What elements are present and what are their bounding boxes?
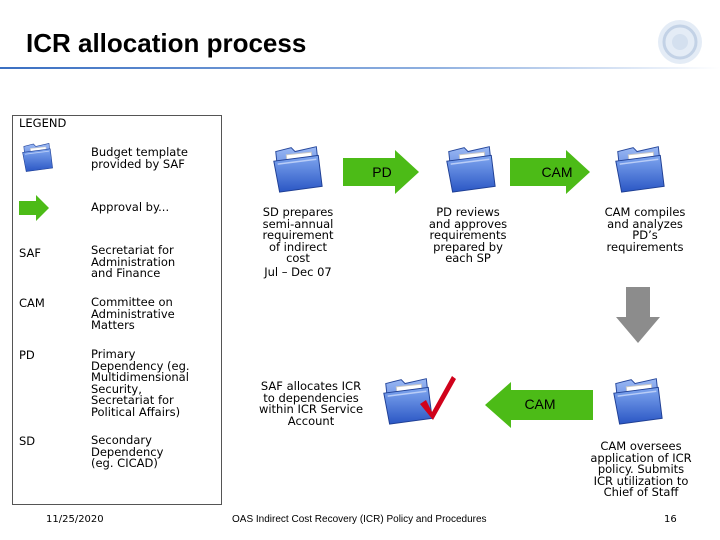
gray-down-arrow-icon <box>616 287 660 343</box>
step-cam-compiles: CAM compiles and analyzes PD’s requirements <box>604 205 686 254</box>
step-cam-oversees: CAM oversees application of ICR policy. Submits ICR utilization to Chief of Staff <box>590 439 692 499</box>
legend-arrow-meaning: Approval by... <box>91 200 170 214</box>
legend-box <box>12 115 222 505</box>
legend-title: LEGEND <box>19 116 67 130</box>
step-pd-reviews: PD reviews and approves requirements prepared by each SP <box>428 205 508 265</box>
folder-icon <box>19 138 55 174</box>
arrow-label-cam-top: CAM <box>541 164 573 180</box>
folder-icon <box>610 138 668 196</box>
legend-meaning-sd: Secondary Dependency (eg. CICAD) <box>91 433 164 470</box>
arrow-label-pd: PD <box>372 164 392 180</box>
checkmark-icon <box>418 374 458 422</box>
folder-icon <box>441 138 499 196</box>
legend-meaning-saf: Secretariat for Administration and Finance <box>91 243 176 280</box>
step-sd-prepares: SD prepares semi-annual requirement of indirect cost <box>262 205 334 265</box>
folder-icon <box>608 370 666 428</box>
green-arrow-icon <box>19 195 49 221</box>
footer-title: OAS Indirect Cost Recovery (ICR) Policy and Procedures <box>232 514 487 525</box>
folder-icon <box>268 138 326 196</box>
legend-abbr-sd: SD <box>19 434 36 448</box>
page-number: 16 <box>664 514 677 525</box>
slide-title: ICR allocation process <box>26 28 307 58</box>
legend-meaning-pd: Primary Dependency (eg. Multidimensional Security, Secretariat for Political Affairs) <box>91 347 190 419</box>
legend-folder-meaning: Budget template provided by SAF <box>91 145 188 171</box>
arrow-label-cam-bottom: CAM <box>524 396 556 412</box>
title-underline <box>0 67 720 69</box>
oas-seal-logo <box>646 16 710 68</box>
footer-date: 11/25/2020 <box>46 514 104 525</box>
legend-abbr-pd: PD <box>19 348 35 362</box>
legend-abbr-saf: SAF <box>19 246 41 260</box>
legend-meaning-cam: Committee on Administrative Matters <box>91 295 175 332</box>
legend-abbr-cam: CAM <box>19 296 45 310</box>
step-sd-period: Jul – Dec 07 <box>264 265 332 279</box>
step-saf-allocates: SAF allocates ICR to dependencies within ICR Service Account <box>258 379 364 428</box>
